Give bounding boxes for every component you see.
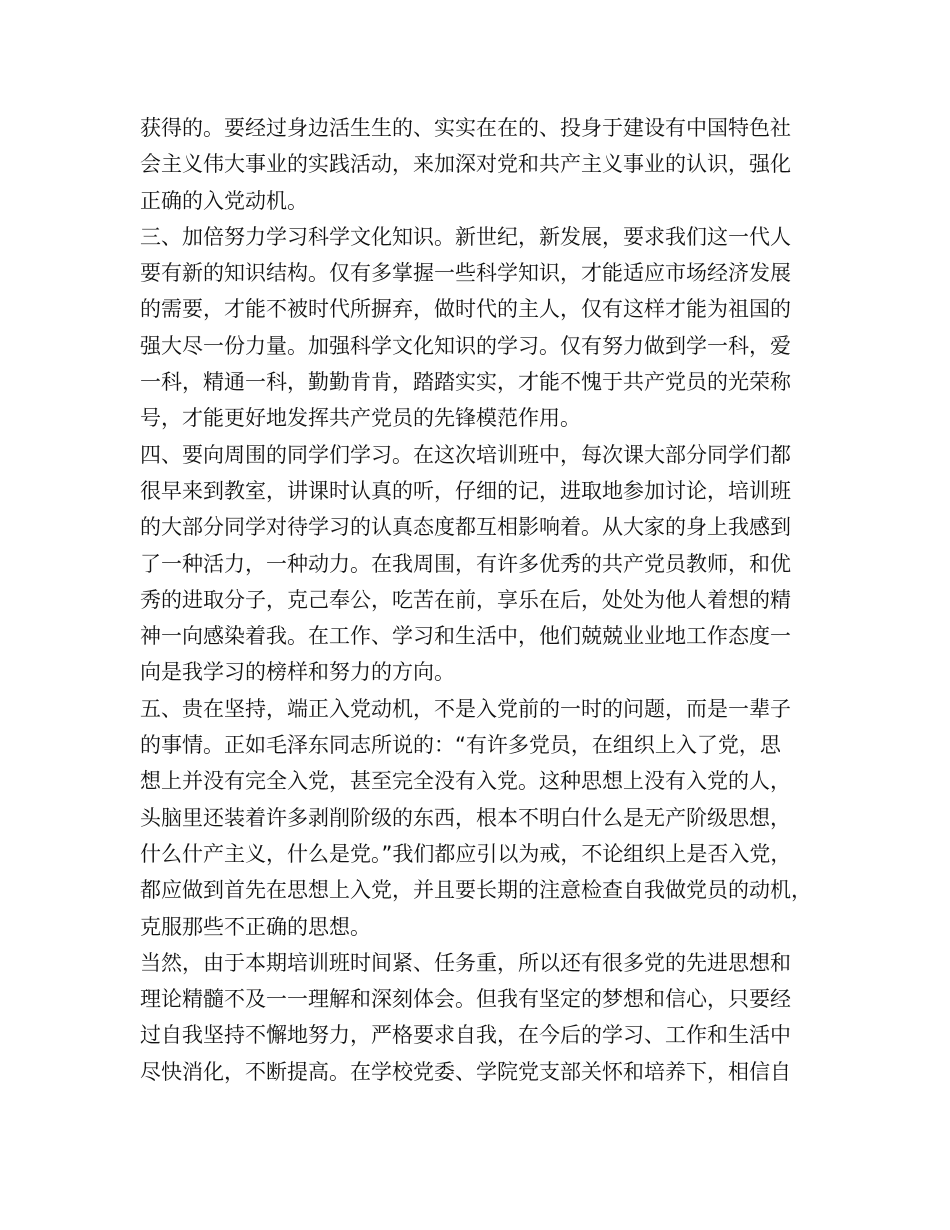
text-line-2: 会主义伟大事业的实践活动，来加深对党和共产主义事业的认识，强化 (140, 152, 791, 177)
text-line-22: 都应做到首先在思想上入党，并且要长期的注意检查自我做党员的动机， (140, 878, 812, 903)
text-line-7: 强大尽一份力量。加强科学文化知识的学习。仅有努力做到学一科，爱 (140, 333, 791, 358)
text-line-17: 五、贵在坚持，端正入党动机，不是入党前的一时的问题，而是一辈子 (140, 696, 791, 721)
text-line-18: 的事情。正如毛泽东同志所说的：“有许多党员，在组织上入了党，思 (140, 733, 781, 758)
text-line-4: 三、加倍努力学习科学文化知识。新世纪，新发展，要求我们这一代人 (140, 224, 791, 249)
text-line-14: 秀的进取分子，克己奉公，吃苦在前，享乐在后，处处为他人着想的精 (140, 587, 791, 612)
text-line-27: 尽快消化，不断提高。在学校党委、学院党支部关怀和培养下，相信自 (140, 1059, 791, 1084)
text-line-25: 理论精髓不及一一理解和深刻体会。但我有坚定的梦想和信心，只要经 (140, 987, 791, 1012)
text-line-15: 神一向感染着我。在工作、学习和生活中，他们兢兢业业地工作态度一 (140, 624, 791, 649)
text-line-10: 四、要向周围的同学们学习。在这次培训班中，每次课大部分同学们都 (140, 442, 791, 467)
text-line-12: 的大部分同学对待学习的认真态度都互相影响着。从大家的身上我感到 (140, 515, 791, 540)
text-line-16: 向是我学习的榜样和努力的方向。 (140, 660, 455, 685)
text-line-5: 要有新的知识结构。仅有多掌握一些科学知识，才能适应市场经济发展 (140, 261, 791, 286)
text-line-13: 了一种活力，一种动力。在我周围，有许多优秀的共产党员教师，和优 (140, 551, 791, 576)
text-line-9: 号，才能更好地发挥共产党员的先锋模范作用。 (140, 406, 581, 431)
text-line-21: 什么什产主义，什么是党。”我们都应引以为戒，不论组织上是否入党， (140, 841, 792, 866)
text-line-11: 很早来到教室，讲课时认真的听，仔细的记，进取地参加讨论，培训班 (140, 478, 791, 503)
text-line-19: 想上并没有完全入党，甚至完全没有入党。这种思想上没有入党的人， (140, 769, 791, 794)
text-line-20: 头脑里还装着许多剥削阶级的东西，根本不明白什么是无产阶级思想， (140, 805, 791, 830)
text-line-6: 的需要，才能不被时代所摒弃，做时代的主人，仅有这样才能为祖国的 (140, 297, 791, 322)
text-line-1: 获得的。要经过身边活生生的、实实在在的、投身于建设有中国特色社 (140, 116, 791, 140)
text-line-8: 一科，精通一科，勤勤肯肯，踏踏实实，才能不愧于共产党员的光荣称 (140, 370, 791, 395)
text-line-26: 过自我坚持不懈地努力，严格要求自我，在今后的学习、工作和生活中 (140, 1023, 791, 1048)
body-text (140, 110, 830, 1090)
text-line-24: 当然，由于本期培训班时间紧、任务重，所以还有很多党的先进思想和 (140, 950, 791, 975)
text-line-3: 正确的入党动机。 (140, 188, 308, 213)
text-line-23: 克服那些不正确的思想。 (140, 914, 371, 939)
